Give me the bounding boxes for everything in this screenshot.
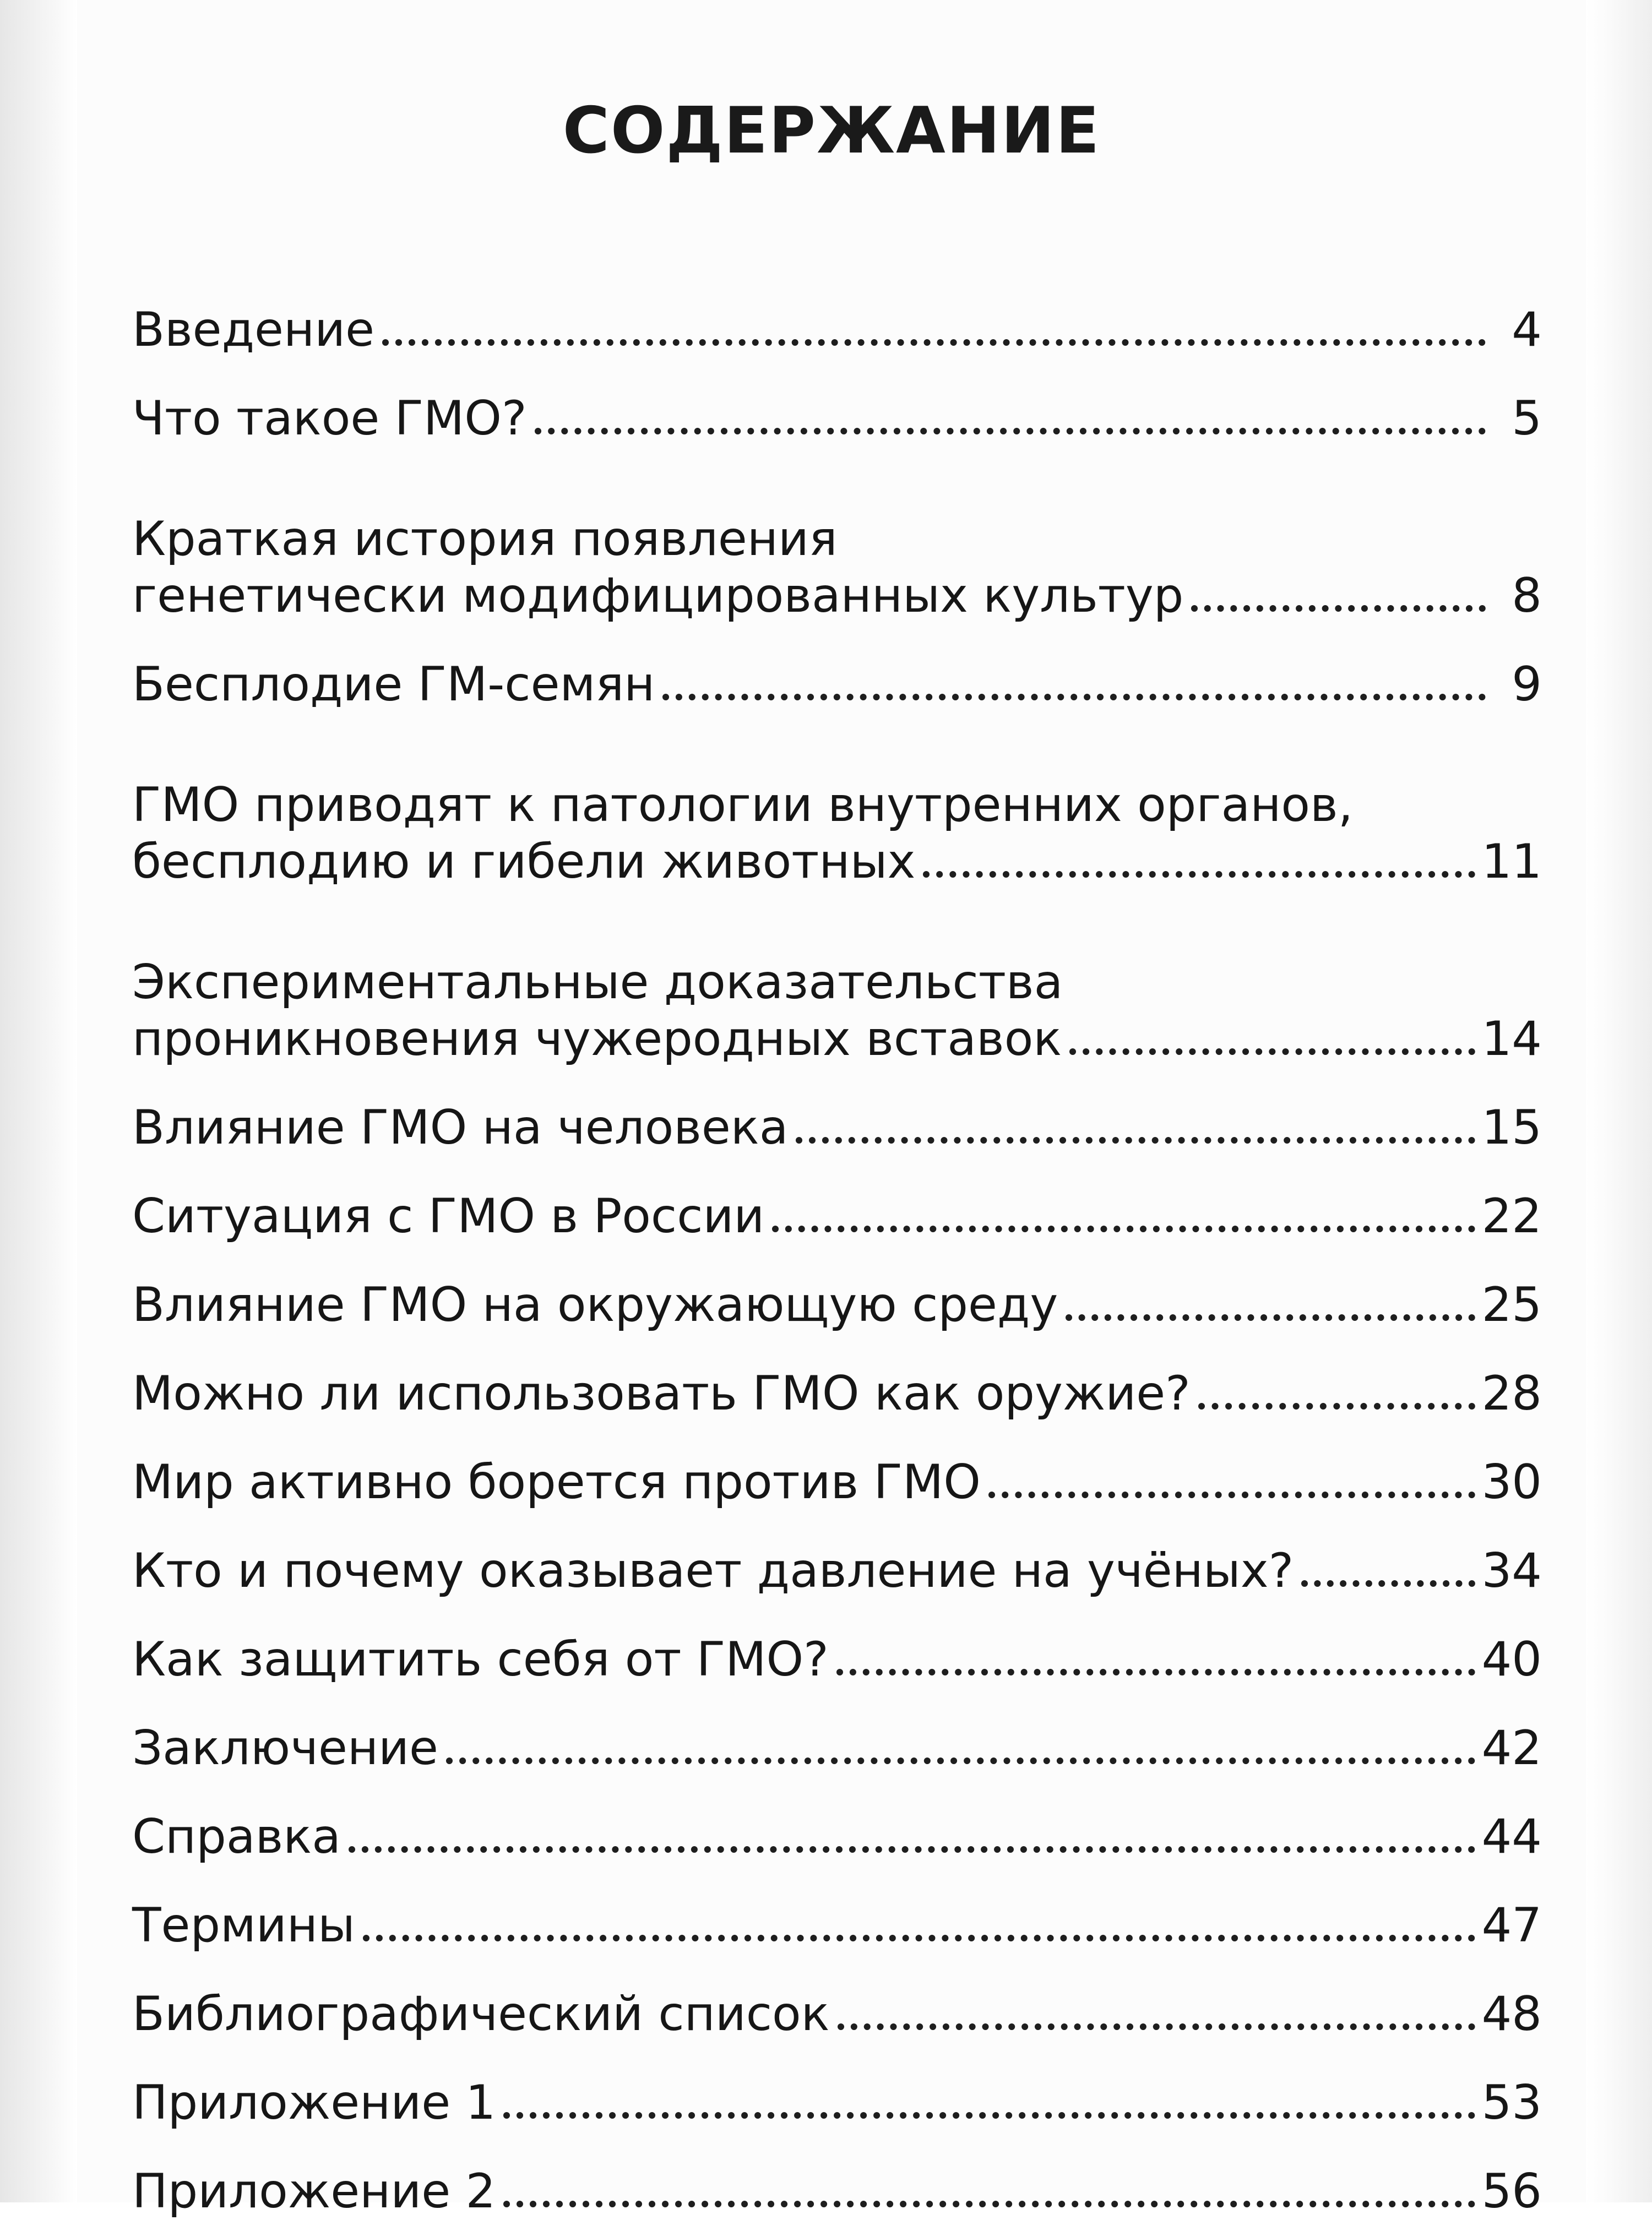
toc-entry-brief-history[interactable] [132, 447, 1542, 624]
dot-leader [923, 871, 1475, 878]
dot-leader [772, 1226, 1475, 1232]
toc-entry-title-line: Бесплодие ГМ-семян [132, 656, 655, 712]
toc-page-number: 28 [1481, 1365, 1542, 1421]
toc-entry-title-line: Влияние ГМО на окружающую среду [132, 1277, 1058, 1332]
toc-entry-gmo-on-humans[interactable] [132, 1068, 1542, 1156]
toc-entry-title [132, 656, 1492, 713]
dot-leader [1301, 1580, 1475, 1587]
toc-entry-title-line: Справка [132, 1809, 341, 1864]
toc-entry-introduction[interactable] [132, 270, 1542, 358]
toc-entry-reference[interactable] [132, 1777, 1542, 1865]
toc-entry-title [132, 1100, 1482, 1156]
dot-leader [838, 2023, 1475, 2030]
toc-entry-title-line: ГМО приводят к патологии внутренних органов, [132, 777, 1354, 833]
toc-entry-gm-seed-sterility[interactable] [132, 624, 1542, 713]
toc-entry-appendix-1[interactable] [132, 2043, 1542, 2131]
dot-leader [662, 694, 1486, 700]
toc-entry-title-line: Приложение 2 [132, 2163, 496, 2219]
toc-entry-title-line: Мир активно борется против ГМО [132, 1454, 981, 1510]
toc-page-number: 34 [1481, 1543, 1542, 1598]
toc-entry-pressure-on-scientists[interactable] [132, 1511, 1542, 1599]
dot-leader [1066, 1314, 1475, 1321]
toc-entry-title-line: Библиографический список [132, 1986, 830, 2042]
toc-entry-title [132, 390, 1492, 447]
toc-page-number: 44 [1481, 1809, 1542, 1864]
toc-entry-title-line: Экспериментальные доказательства [132, 954, 1063, 1010]
toc-page-number: 14 [1481, 1011, 1542, 1067]
dot-leader [382, 339, 1486, 346]
toc-page-number: 25 [1481, 1277, 1542, 1332]
toc-entry-title [132, 1543, 1482, 1599]
toc-entry-title-line: Как защитить себя от ГМО? [132, 1631, 829, 1687]
dot-leader [836, 1669, 1475, 1675]
toc-page-number: 40 [1481, 1631, 1542, 1687]
toc-page-number: 15 [1481, 1100, 1542, 1155]
dot-leader [446, 1758, 1475, 1764]
toc-entry-gmo-pathology[interactable] [132, 713, 1542, 890]
toc-page-number: 22 [1481, 1188, 1542, 1244]
toc-entry-title [132, 1277, 1482, 1334]
toc-page-number: 56 [1481, 2163, 1542, 2219]
dot-leader [796, 1137, 1475, 1144]
toc-entry-experimental-evidence[interactable] [132, 890, 1542, 1068]
toc-entry-protect-yourself[interactable] [132, 1599, 1542, 1688]
toc-entry-title-line: Что такое ГМО? [132, 390, 527, 446]
toc-entry-title-line: проникновения чужеродных вставок [132, 1011, 1062, 1067]
toc-entry-title [132, 954, 1482, 1068]
toc-entry-title [132, 1897, 1482, 1954]
toc-page-number: 11 [1481, 834, 1542, 889]
dot-leader [1069, 1048, 1475, 1055]
dot-leader [363, 1935, 1475, 1941]
toc-page-number: 53 [1481, 2075, 1542, 2130]
page-title: СОДЕРЖАНИЕ [562, 94, 1101, 168]
toc-entry-title-line: Термины [132, 1897, 355, 1953]
toc-entry-terms[interactable] [132, 1865, 1542, 1954]
toc-entry-title [132, 302, 1492, 358]
toc-page-number: 47 [1481, 1897, 1542, 1953]
toc-entry-gmo-in-russia[interactable] [132, 1156, 1542, 1245]
toc-entry-title [132, 1454, 1482, 1511]
toc-entry-title [132, 1809, 1482, 1865]
toc-entry-title [132, 1986, 1482, 2043]
dot-leader [503, 2112, 1475, 2119]
toc-entry-title-line: Можно ли использовать ГМО как оружие? [132, 1365, 1191, 1421]
toc-entry-what-is-gmo[interactable] [132, 358, 1542, 447]
dot-leader [503, 2201, 1475, 2207]
toc-entry-title [132, 1720, 1482, 1777]
toc-entry-title-line: Введение [132, 302, 374, 357]
toc-entry-title [132, 2075, 1482, 2131]
toc-entry-title [132, 1188, 1482, 1245]
toc-page-number: 9 [1512, 656, 1542, 712]
toc-entry-title [132, 2163, 1482, 2220]
toc-entry-title-line: Кто и почему оказывает давление на учёных? [132, 1543, 1294, 1598]
toc-entry-title [132, 777, 1482, 890]
toc-entry-conclusion[interactable] [132, 1688, 1542, 1777]
page-gutter-shadow [0, 0, 77, 2202]
toc-entry-title [132, 1631, 1482, 1688]
toc-entry-world-against-gmo[interactable] [132, 1422, 1542, 1511]
toc-entry-title-line: Влияние ГМО на человека [132, 1100, 789, 1155]
toc-page-number: 30 [1481, 1454, 1542, 1510]
toc-page-number: 5 [1512, 390, 1542, 446]
toc-entry-title-line: генетически модифицированных культур [132, 568, 1184, 623]
table-of-contents [132, 270, 1542, 2220]
toc-page-number: 8 [1512, 568, 1542, 623]
toc-entry-title-line: Ситуация с ГМО в России [132, 1188, 765, 1244]
toc-entry-title-line: Приложение 1 [132, 2075, 496, 2130]
toc-page-number: 48 [1481, 1986, 1542, 2042]
toc-entry-title-line: Краткая история появления [132, 511, 838, 567]
page-edge-shadow [1586, 0, 1652, 2202]
book-page [77, 0, 1586, 2219]
dot-leader [988, 1492, 1475, 1498]
toc-entry-title [132, 1365, 1482, 1422]
dot-leader [535, 428, 1486, 434]
toc-entry-gmo-as-weapon[interactable] [132, 1334, 1542, 1422]
toc-entry-title [132, 511, 1492, 624]
toc-entry-bibliography[interactable] [132, 1954, 1542, 2043]
toc-entry-gmo-environment[interactable] [132, 1245, 1542, 1334]
dot-leader [1191, 605, 1486, 612]
dot-leader [1198, 1403, 1475, 1410]
toc-entry-title-line: Заключение [132, 1720, 438, 1776]
toc-entry-appendix-2[interactable] [132, 2131, 1542, 2220]
toc-entry-title-line: бесплодию и гибели животных [132, 834, 916, 889]
dot-leader [349, 1846, 1475, 1853]
toc-page-number: 4 [1512, 302, 1542, 357]
toc-page-number: 42 [1481, 1720, 1542, 1776]
